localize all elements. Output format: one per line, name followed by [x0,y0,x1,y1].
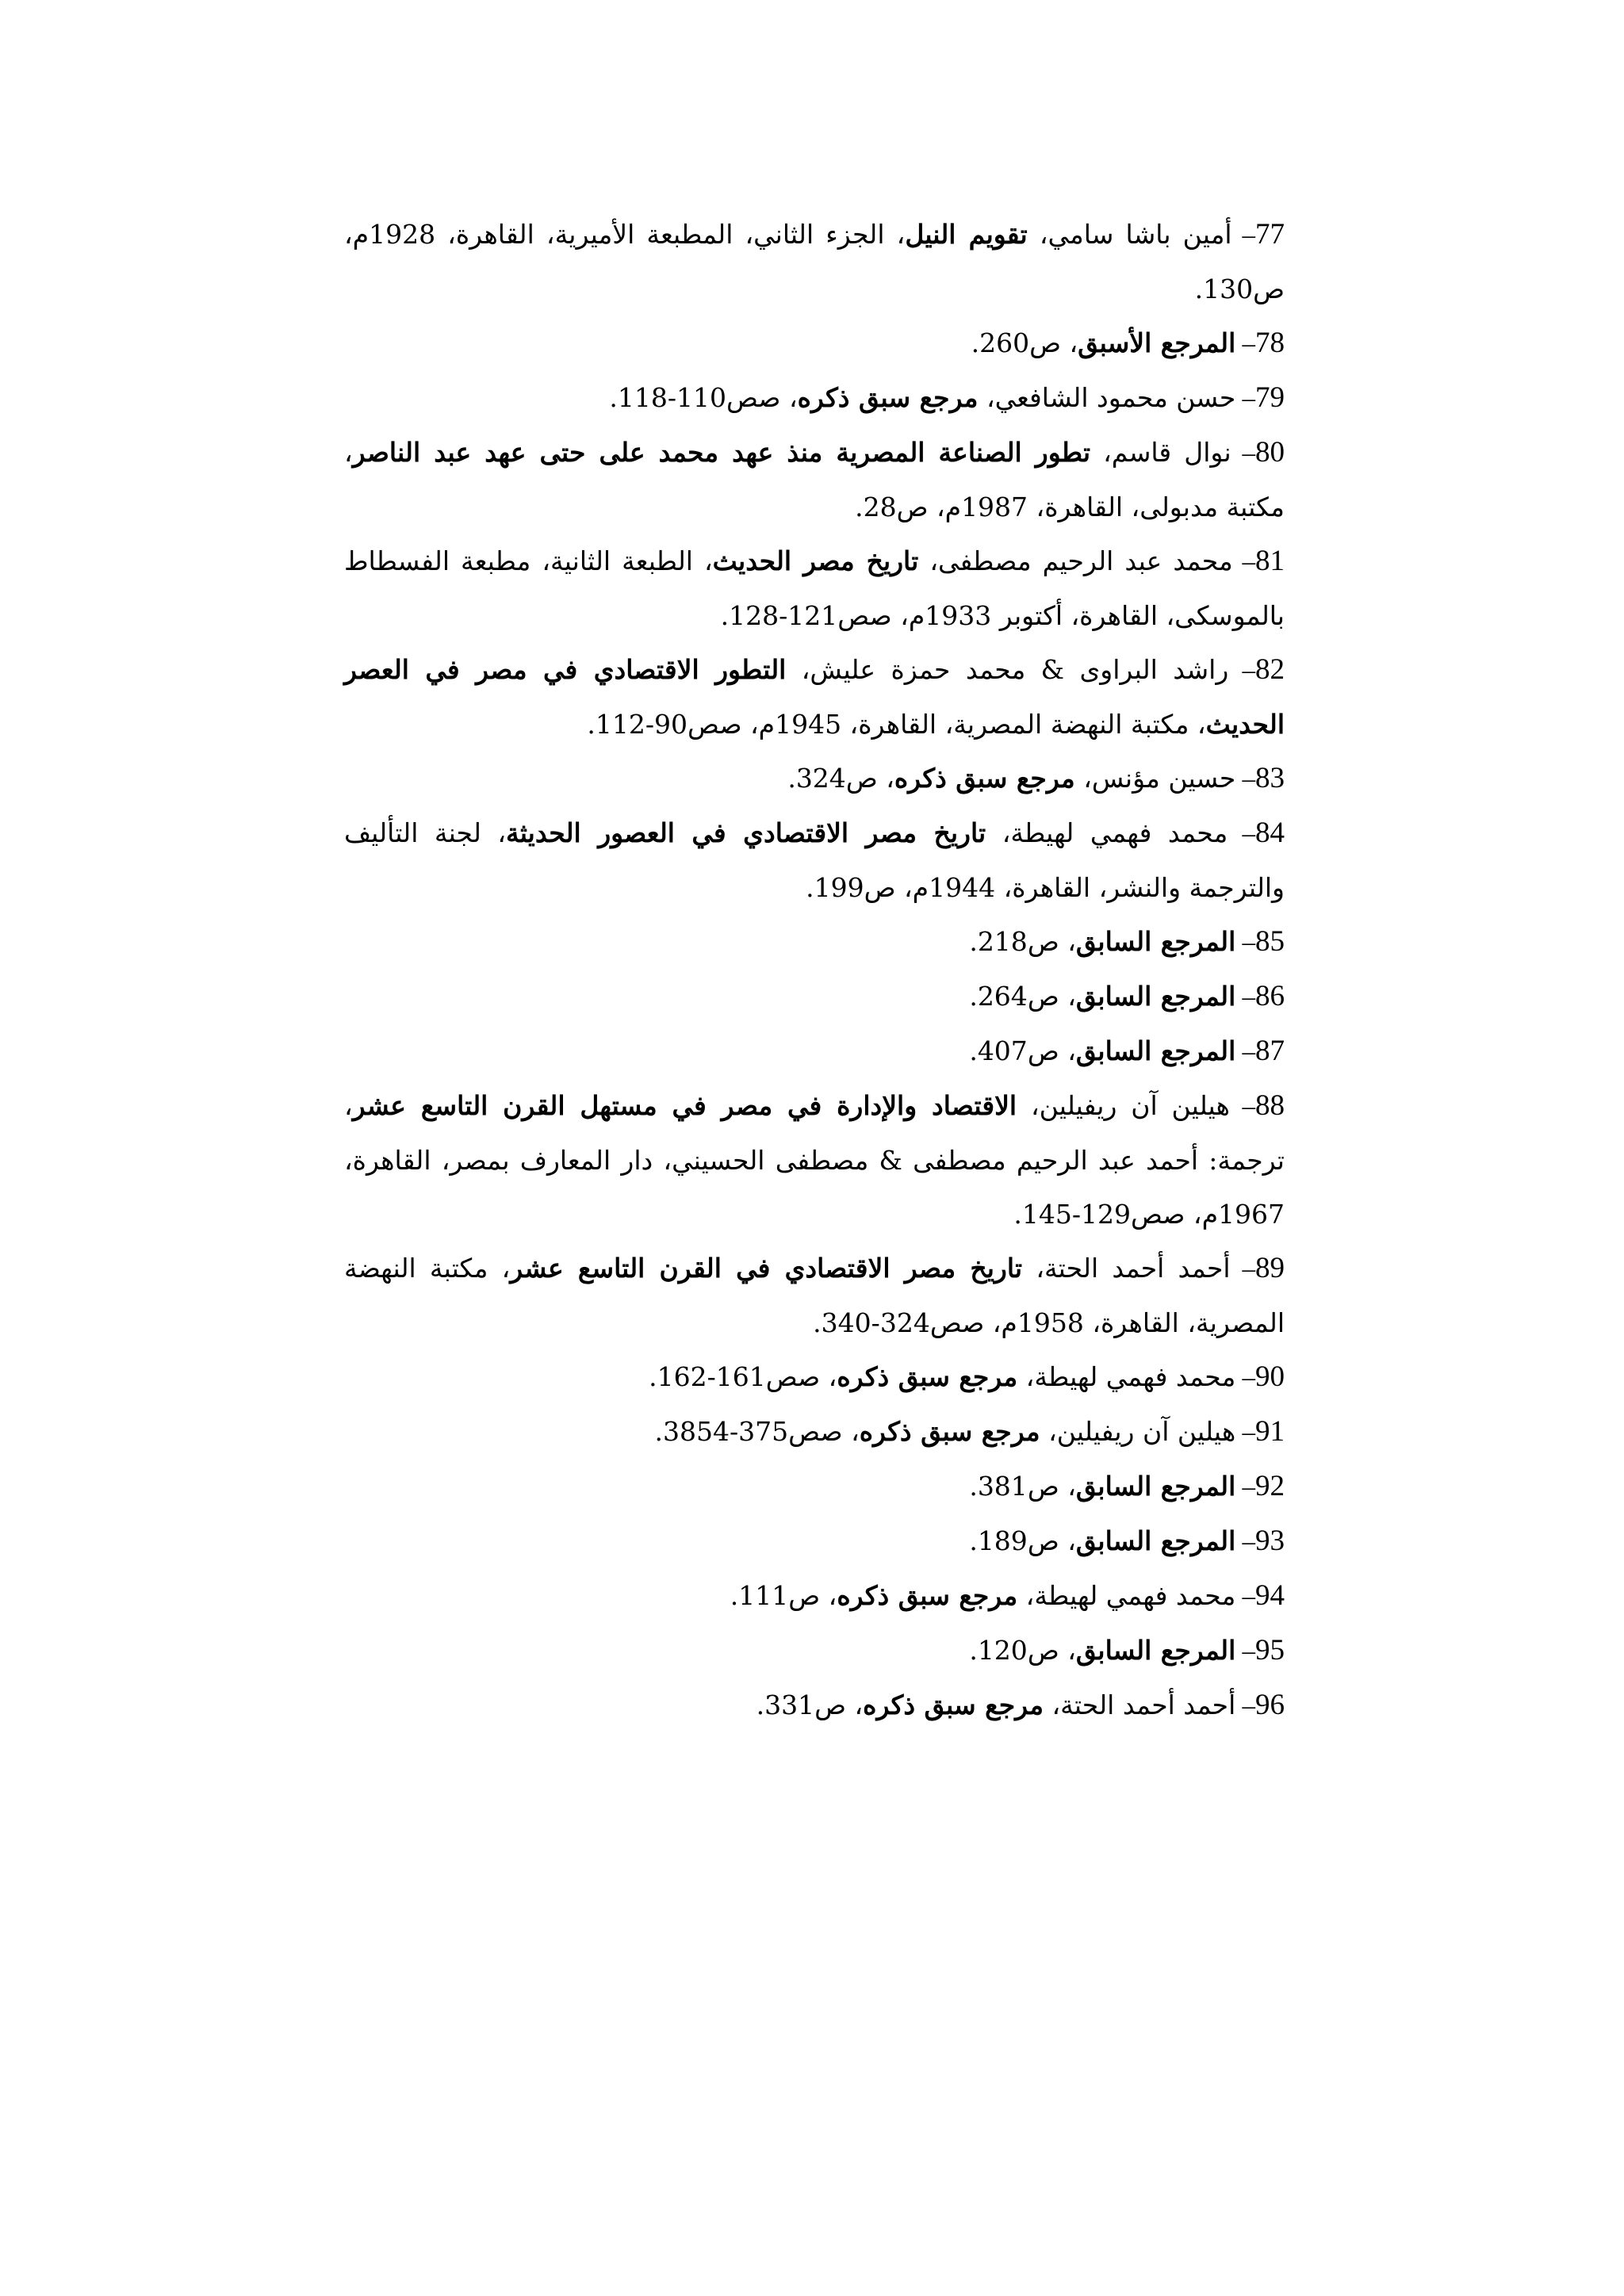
footnote-details: ، ص331. [756,1689,864,1720]
footnote-details: ، صص110-118. [609,382,798,413]
footnote-details: ، مكتبة النهضة المصرية، القاهرة، 1945م، صص90-112. [587,709,1206,740]
footnote-title: مرجع سبق ذكره [797,382,979,413]
footnote-number: 95 [1255,1634,1285,1667]
footnote-details: ، ص381. [969,1471,1076,1502]
footnote-number: 78 [1255,327,1285,359]
footnote-number: 92 [1255,1470,1285,1502]
footnote-author: نوال قاسم، [1090,437,1231,468]
footnote-number: 83 [1255,762,1285,794]
footnote-details: ، صص375-3854. [654,1416,860,1447]
footnote-details: ، ص260. [971,327,1078,358]
footnote-details: ، ص264. [969,981,1076,1012]
footnote-78: 78– المرجع الأسبق، ص260. [971,327,1285,359]
footnote-title: المرجع السابق [1075,1525,1236,1556]
footnote-title: المرجع الأسبق [1078,327,1236,358]
footnote-author: محمد فهمي لهيطة، [1017,1580,1236,1611]
footnote-author: هيلين آن ريفيلين، [1040,1416,1236,1447]
footnote-author: أحمد أحمد الحتة، [1022,1253,1231,1284]
footnotes-list [344,208,1285,1733]
footnote-author: هيلين آن ريفيلين، [1017,1090,1230,1121]
footnote-94: 94– محمد فهمي لهيطة، مرجع سبق ذكره، ص111. [730,1579,1285,1612]
footnote-details: ، مكتبة مدبولى، القاهرة، 1987م، ص28. [344,437,1285,522]
footnote-88: 88– هيلين آن ريفيلين، الاقتصاد والإدارة في مصر في مستهل القرن التاسع عشر، ترجمة: أحمد عبد الرحيم مصطفى & مصطفى الحسيني، دار المعارف بمصر، القاهرة، 1967م، صص129-145. [344,1089,1285,1230]
footnote-title: تاريخ مصر الحديث [712,545,919,576]
footnote-number: 94 [1255,1579,1285,1612]
footnote-number: 85 [1255,925,1285,958]
footnote-82: 82– راشد البراوى & محمد حمزة عليش، التطور الاقتصادي في مصر في العصر الحديث، مكتبة النهضة المصرية، القاهرة، 1945م، صص90-112. [344,653,1285,740]
footnote-number: 89 [1255,1252,1285,1284]
footnote-number: 84 [1255,817,1285,849]
footnote-title: مرجع سبق ذكره [859,1416,1040,1447]
footnote-title: مرجع سبق ذكره [837,1361,1018,1392]
footnote-details: ، ص111. [730,1580,837,1611]
footnote-84: 84– محمد فهمي لهيطة، تاريخ مصر الاقتصادي في العصور الحديثة، لجنة التأليف والترجمة والنشر، القاهرة، 1944م، ص199. [344,817,1285,903]
footnote-81: 81– محمد عبد الرحيم مصطفى، تاريخ مصر الحديث، الطبعة الثانية، مطبعة الفسطاط بالموسكى، القاهرة، أكتوبر 1933م، صص121-128. [344,545,1285,631]
footnote-title: مرجع سبق ذكره [894,763,1075,794]
footnote-number: 79 [1255,381,1285,414]
footnote-77: 77– أمين باشا سامي، تقويم النيل، الجزء الثاني، المطبعة الأميرية، القاهرة، 1928م، ص130. [344,218,1285,304]
footnote-title: تقويم النيل [905,219,1028,250]
footnote-number: 77 [1255,218,1285,251]
footnote-author: حسن محمود الشافعي، [978,382,1236,413]
footnote-details: ، ص407. [969,1035,1076,1066]
footnote-79: 79– حسن محمود الشافعي، مرجع سبق ذكره، صص110-118. [609,381,1285,414]
footnote-author: راشد البراوى & محمد حمزة عليش، [786,654,1229,685]
footnote-86: 86– المرجع السابق، ص264. [969,980,1285,1012]
footnote-details: ، ص189. [969,1525,1076,1556]
footnote-number: 81 [1255,545,1285,577]
footnote-96: 96– أحمد أحمد الحتة، مرجع سبق ذكره، ص331. [756,1689,1285,1721]
footnote-85: 85– المرجع السابق، ص218. [969,925,1285,958]
footnote-91: 91– هيلين آن ريفيلين، مرجع سبق ذكره، صص375-3854. [654,1415,1285,1448]
footnote-95: 95– المرجع السابق، ص120. [969,1634,1285,1667]
footnote-title: التطور الاقتصادي في مصر في العصر الحديث [344,654,1285,740]
footnote-title: المرجع السابق [1075,981,1236,1012]
footnote-details: ، صص161-162. [649,1361,837,1392]
footnote-number: 80 [1255,436,1285,469]
footnote-title: مرجع سبق ذكره [837,1580,1018,1611]
footnote-83: 83– حسين مؤنس، مرجع سبق ذكره، ص324. [787,762,1285,794]
footnote-92: 92– المرجع السابق، ص381. [969,1470,1285,1502]
footnote-author: أمين باشا سامي، [1027,219,1232,250]
footnote-title: المرجع السابق [1075,1471,1236,1502]
footnote-author: أحمد أحمد الحتة، [1044,1689,1236,1720]
footnote-title: الاقتصاد والإدارة في مصر في مستهل القرن التاسع عشر [352,1090,1017,1121]
footnote-details: ، ص218. [969,926,1076,957]
footnote-title: مرجع سبق ذكره [863,1689,1044,1720]
footnote-details: ، ترجمة: أحمد عبد الرحيم مصطفى & مصطفى الحسيني، دار المعارف بمصر، القاهرة، 1967م، صص129-145. [344,1090,1285,1230]
footnote-number: 90 [1255,1360,1285,1393]
footnote-author: محمد عبد الرحيم مصطفى، [918,545,1233,576]
footnote-details: ، لجنة التأليف والترجمة والنشر، القاهرة، 1944م، ص199. [344,817,1285,903]
footnote-details: ، ص120. [969,1635,1076,1666]
footnote-number: 96 [1255,1689,1285,1721]
footnote-number: 82 [1254,653,1285,686]
footnote-title: المرجع السابق [1075,926,1236,957]
footnote-title: المرجع السابق [1075,1035,1236,1066]
footnote-89: 89– أحمد أحمد الحتة، تاريخ مصر الاقتصادي في القرن التاسع عشر، مكتبة النهضة المصرية، القاهرة، 1958م، صص324-340. [344,1252,1285,1338]
footnote-title: المرجع السابق [1075,1635,1236,1666]
footnote-number: 93 [1255,1525,1285,1557]
footnote-details: ، الطبعة الثانية، مطبعة الفسطاط بالموسكى، القاهرة، أكتوبر 1933م، صص121-128. [344,545,1285,631]
footnote-90: 90– محمد فهمي لهيطة، مرجع سبق ذكره، صص161-162. [649,1360,1285,1393]
footnote-87: 87– المرجع السابق، ص407. [969,1035,1285,1067]
footnote-details: ، مكتبة النهضة المصرية، القاهرة، 1958م، صص324-340. [344,1253,1285,1338]
footnote-80: 80– نوال قاسم، تطور الصناعة المصرية منذ عهد محمد على حتى عهد عبد الناصر، مكتبة مدبولى، القاهرة، 1987م، ص28. [344,436,1285,522]
footnote-title: تطور الصناعة المصرية منذ عهد محمد على حتى عهد عبد الناصر [352,437,1091,468]
footnote-author: محمد فهمي لهيطة، [1017,1361,1236,1392]
footnote-author: محمد فهمي لهيطة، [986,817,1228,848]
footnote-number: 87 [1255,1035,1285,1067]
footnote-number: 88 [1255,1089,1285,1122]
footnote-title: تاريخ مصر الاقتصادي في القرن التاسع عشر [510,1253,1023,1284]
footnote-author: حسين مؤنس، [1074,763,1236,794]
footnote-title: تاريخ مصر الاقتصادي في العصور الحديثة [506,817,986,848]
footnote-number: 86 [1255,980,1285,1012]
footnote-details: ، الجزء الثاني، المطبعة الأميرية، القاهرة، 1928م، ص130. [344,219,1285,304]
footnote-details: ، ص324. [787,763,894,794]
footnote-93: 93– المرجع السابق، ص189. [969,1525,1285,1557]
footnote-number: 91 [1255,1415,1285,1448]
